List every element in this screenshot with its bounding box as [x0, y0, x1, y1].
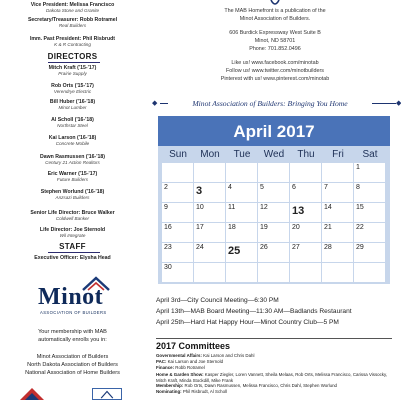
ndab-logo-icon [12, 386, 52, 400]
calendar-cell [290, 263, 321, 282]
calendar-cell [162, 163, 193, 182]
calendar-cell [162, 243, 193, 262]
director-company: Coldwell Banker [55, 216, 90, 221]
officer-vice-president: Vice President: Melissa Francisco [30, 2, 115, 8]
director-name: Mitch Kraft ('15-'17) [48, 65, 97, 71]
committee-line [156, 360, 223, 364]
calendar-day-number: 12 [260, 204, 268, 211]
calendar-title: April 2017 [233, 122, 315, 141]
director-name: Al Scholl ('16-'18) [51, 117, 94, 123]
calendar-weekday-row [162, 149, 386, 161]
director-company: Verendrye Electric [53, 89, 92, 94]
director-name: Life Director: Joe Sternold [39, 227, 106, 233]
director-company: Prairie Supply [58, 71, 87, 76]
directors-heading: DIRECTORS [47, 52, 98, 61]
calendar-day-number: 11 [228, 204, 236, 211]
calendar-day-number: 13 [292, 205, 305, 217]
committee-members: Phil Risbrudt, Al Scholl [181, 389, 227, 394]
committee-line [156, 384, 337, 388]
calendar-day-number: 23 [164, 244, 172, 251]
phone-line: Phone: 701.852.0496 [249, 46, 301, 52]
calendar-cell [226, 203, 257, 222]
committee-line [156, 390, 227, 394]
calendar-day-number: 7 [324, 184, 328, 191]
event-line: April 13th—MAB Board Meeting—11:30 AM—Badlands Restaurant [156, 308, 352, 315]
calendar-cell [162, 263, 193, 282]
tagline-divider [152, 99, 401, 108]
calendar-cell [226, 243, 257, 262]
weekday-label: Sat [362, 149, 378, 160]
committee-members: Rob Orts, Dawn Rasmussen, Melissa Francisco, Chris Dahl, Stephen Worlund [183, 383, 337, 388]
tagline: Minot Association of Builders: Bringing You Home [192, 99, 348, 108]
diamond-icon: ◆ [152, 100, 158, 107]
weekday-label: Tue [233, 149, 251, 160]
committee-label: PAC: [156, 359, 167, 364]
director-company: Concrete Mobile [55, 141, 90, 146]
calendar-day-number: 15 [356, 204, 364, 211]
event-line: April 25th—Hard Hat Happy Hour—Minot Country Club—5 PM [156, 319, 339, 326]
address-line: 606 Burdick Expressway West Suite B [229, 30, 321, 36]
calendar-cell [290, 183, 321, 202]
calendar-day-number: 2 [164, 184, 168, 191]
calendar-day-number: 22 [356, 224, 364, 231]
weekday-label: Sun [169, 149, 187, 160]
weekday-label: Wed [263, 149, 285, 160]
calendar-cell [258, 203, 289, 222]
calendar-cell [194, 203, 225, 222]
director-company: Northstar Steel [57, 123, 88, 128]
committee-label: Nominating: [156, 389, 182, 394]
calendar-day-number: 14 [324, 204, 332, 211]
committee-line [156, 372, 392, 383]
right-column [150, 0, 400, 400]
calendar-cell [322, 223, 353, 242]
committees-rule [156, 338, 392, 339]
calendar-cell [354, 183, 385, 202]
calendar-cell [258, 163, 289, 182]
director-company: Wil Integrate [59, 233, 86, 238]
pinterest-link[interactable]: Pinterest with us! www.pinterest.com/minotab [220, 76, 330, 82]
event-line: April 3rd—City Council Meeting—6:30 PM [156, 297, 279, 304]
calendar-cell [226, 163, 257, 182]
director-name: Eric Warner ('15-'17) [47, 171, 98, 177]
calendar-cell [354, 243, 385, 262]
calendar-day-number: 27 [292, 244, 300, 251]
calendar-day-number: 6 [292, 184, 296, 191]
staff-heading: STAFF [59, 242, 86, 251]
membership-line: automatically enrolls you in: [38, 337, 107, 343]
association-line: National Association of Home Builders [25, 370, 120, 376]
director-company: Century 21 Action Realtors [45, 160, 100, 165]
calendar-cell [290, 243, 321, 262]
calendar-day-number: 18 [228, 224, 236, 231]
calendar-header [158, 116, 390, 146]
calendar-day-number: 10 [196, 204, 204, 211]
staff-rule [48, 252, 100, 253]
committee-members: Kasper Ziegler, Loren Vannett, Sheila Melaas, Rob Orts, Melissa Francisco, Carissa Vissocky, Mitch Kraft, Minda Stockdill, Mike Frank [156, 372, 388, 383]
staff-name: Executive Officer: Elysha Head [34, 255, 111, 261]
calendar-day-number: 4 [228, 184, 232, 191]
logo-wordmark: Minot [38, 284, 104, 310]
calendar-day-number: 16 [164, 224, 172, 231]
logo-subtitle: ASSOCIATION OF BUILDERS [40, 310, 107, 315]
april-calendar [158, 116, 390, 284]
calendar-cell [194, 183, 225, 202]
director-name: Rob Orts ('15-'17) [51, 83, 94, 89]
committee-members: Kai Larson and Chris Dahl [201, 353, 255, 358]
director-company: Anzsazi Builders [55, 195, 90, 200]
calendar-cell [258, 183, 289, 202]
diamond-icon: ◆ [396, 100, 401, 107]
calendar-cell [194, 163, 225, 182]
calendar-day-number: 5 [260, 184, 264, 191]
committee-label: Governmental Affairs: [156, 353, 202, 358]
address-line: Minot, ND 58701 [254, 38, 296, 44]
calendar-cell [290, 203, 321, 222]
calendar-cell [290, 163, 321, 182]
calendar-cell [162, 223, 193, 242]
committees-title: 2017 Committees [156, 341, 231, 351]
membership-line: Your membership with MAB [38, 329, 107, 335]
calendar-day-number: 1 [356, 164, 360, 171]
calendar-day-number: 30 [164, 264, 172, 271]
officer-past-president: Imm. Past President: Phil Risbrudt [29, 36, 116, 42]
officer-company: K & R Contracting [54, 42, 91, 47]
calendar-cell [322, 263, 353, 282]
director-name: Bill Huber ('16-'18) [49, 99, 96, 105]
nahb-logo-icon [92, 388, 122, 400]
officer-company: Real Builders [58, 23, 87, 28]
calendar-cell [226, 223, 257, 242]
calendar-day-number: 20 [292, 224, 300, 231]
calendar-cell [354, 223, 385, 242]
director-name: Senior Life Director: Bruce Walker [30, 210, 115, 216]
calendar-day-number: 19 [260, 224, 268, 231]
calendar-day-number: 25 [228, 245, 241, 257]
weekday-label: Mon [200, 149, 220, 160]
calendar-cell [194, 263, 225, 282]
minot-builders-logo [38, 276, 112, 324]
calendar-cell [226, 183, 257, 202]
twitter-link[interactable]: Follow us! www.twitter.com/minotbuilders [226, 68, 324, 74]
calendar-cell [162, 183, 193, 202]
calendar-cell [354, 163, 385, 182]
divider-line [372, 103, 396, 104]
calendar-day-number: 9 [164, 204, 168, 211]
calendar-cell [322, 243, 353, 262]
calendar-cell [258, 223, 289, 242]
calendar-cell [354, 203, 385, 222]
calendar-day-number: 21 [324, 224, 332, 231]
association-line: North Dakota Association of Builders [27, 362, 118, 368]
calendar-day-number: 3 [196, 185, 203, 197]
calendar-day-number: 24 [196, 244, 204, 251]
divider-line [160, 103, 168, 104]
calendar-cell [322, 203, 353, 222]
calendar-day-number: 8 [356, 184, 360, 191]
weekday-label: Thu [297, 149, 315, 160]
committee-label: Home & Garden Show: [156, 372, 204, 377]
calendar-grid [162, 163, 386, 283]
calendar-cell [258, 263, 289, 282]
publication-line: The MAB Homefront is a publication of the [224, 8, 326, 14]
director-name: Stephen Worlund ('16-'18) [40, 189, 105, 195]
calendar-cell [290, 223, 321, 242]
committee-members: Robb Rotramel [174, 365, 205, 370]
committee-label: Membership: [156, 383, 184, 388]
calendar-cell [226, 263, 257, 282]
association-line: Minot Association of Builders [36, 354, 109, 360]
calendar-day-number: 26 [260, 244, 268, 251]
weekday-label: Fri [332, 149, 344, 160]
calendar-cell [322, 183, 353, 202]
calendar-cell [322, 163, 353, 182]
director-company: Minot Lumber [58, 105, 87, 110]
calendar-cell [194, 243, 225, 262]
director-name: Dawn Rasmussen ('16-'18) [39, 154, 106, 160]
officer-secretary-treasurer: Secretary/Treasurer: Robb Rotramel [27, 17, 118, 23]
calendar-day-number: 28 [324, 244, 332, 251]
calendar-cell [354, 263, 385, 282]
directors-rule [48, 62, 100, 63]
calendar-cell [162, 203, 193, 222]
committee-line [156, 366, 205, 370]
publication-line: Minot Association of Builders. [239, 16, 311, 22]
calendar-cell [258, 243, 289, 262]
committee-label: Finance: [156, 365, 175, 370]
calendar-day-number: 29 [356, 244, 364, 251]
committee-line [156, 354, 254, 358]
left-column [0, 0, 145, 400]
director-company: Future Builders [56, 177, 89, 182]
facebook-link[interactable]: Like us! www.facebook.com/minotab [231, 60, 319, 66]
committee-members: Kai Larson and Joe Sternold [166, 359, 224, 364]
officer-company: Dakota Stone and Granite [45, 8, 100, 13]
calendar-day-number: 17 [196, 224, 204, 231]
director-name: Kai Larson ('16-'18) [48, 135, 97, 141]
calendar-cell [194, 223, 225, 242]
